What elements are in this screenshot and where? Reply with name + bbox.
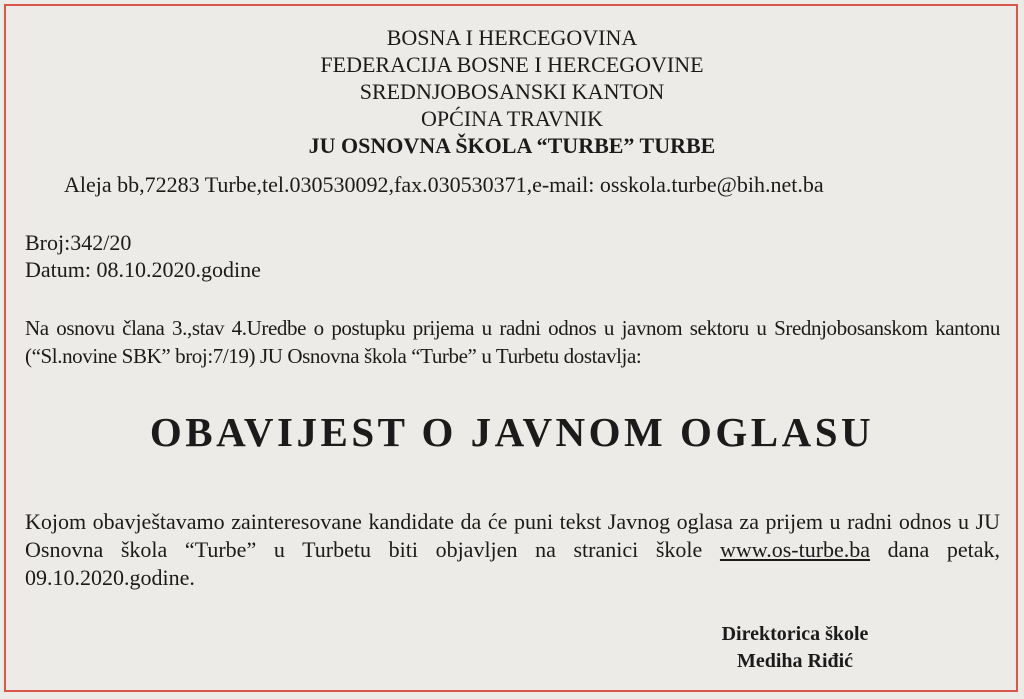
- canton-line: SREDNJOBOSANSKI KANTON: [359, 79, 665, 104]
- body-paragraph: [25, 508, 1000, 592]
- municipality-line: OPĆINA TRAVNIK: [421, 106, 603, 131]
- letterhead: [0, 24, 1024, 159]
- signature-name: Mediha Riđić: [736, 650, 854, 672]
- document-meta: [25, 229, 261, 283]
- website-link[interactable]: www.os-turbe.ba: [719, 537, 871, 562]
- contact-line: Aleja bb,72283 Turbe,tel.030530092,fax.030530371,e-mail: osskola.turbe@bih.net.ba: [64, 172, 824, 197]
- signature-block: [690, 621, 900, 675]
- document-number: Broj:342/20: [25, 230, 132, 255]
- notice-headline: OBAVIJEST O JAVNOM OGLASU: [149, 409, 875, 455]
- body-text-after: dana petak, 09.10.2020.godine.: [25, 537, 1000, 590]
- federation-line: FEDERACIJA BOSNE I HERCEGOVINE: [320, 52, 704, 77]
- intro-paragraph: Na osnovu člana 3.,stav 4.Uredbe o postupku prijema u radni odnos u javnom sektoru u Srednjobosanskom kantonu (“Sl.novine SBK” broj:7/19) JU Osnovna škola “Turbe” u Turbetu dostavlja:: [25, 316, 1000, 368]
- document-date: Datum: 08.10.2020.godine: [25, 257, 261, 282]
- school-name: JU OSNOVNA ŠKOLA “TURBE” TURBE: [308, 133, 716, 158]
- body-text-before: Kojom obavještavamo zainteresovane kandidate da će puni tekst Javnog oglasa za prijem u radni odnos u JU Osnovna škola “Turbe” u Turbetu biti objavljen na stranici škole: [25, 509, 1000, 562]
- country-line: BOSNA I HERCEGOVINA: [386, 25, 638, 50]
- signature-title: Direktorica škole: [721, 623, 869, 645]
